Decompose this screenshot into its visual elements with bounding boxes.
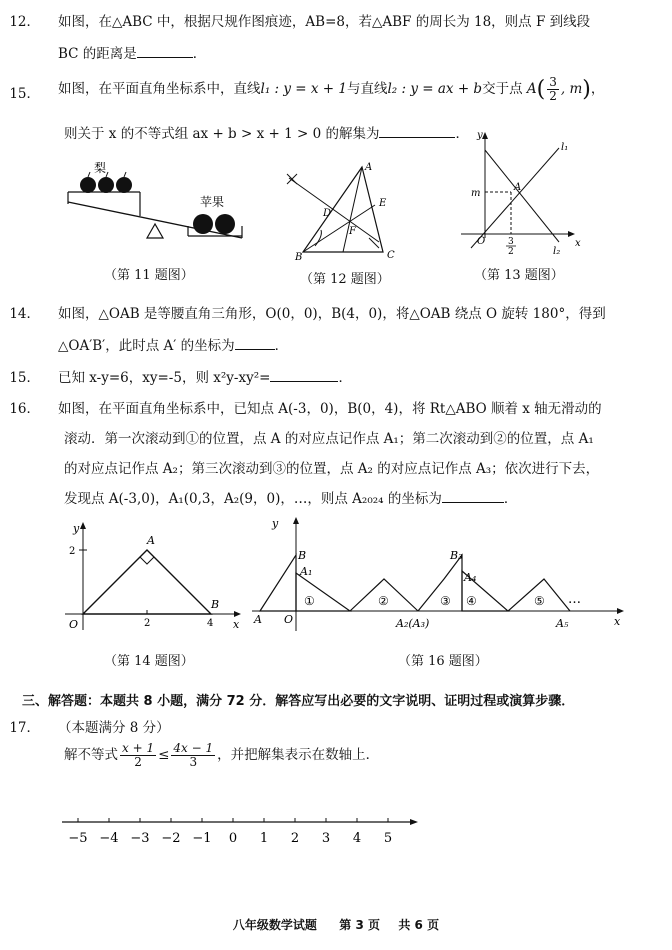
label-C: C [387,250,395,260]
figure-12-triangle [285,160,405,260]
label-three: 3 [508,237,514,247]
label-B: B [298,549,307,562]
label-x: x [233,618,240,631]
tick-2-y: 2 [69,546,76,557]
question-text: 滚动．第一次滚动到①的位置，点 A 的对应点记作点 A₁；第二次滚动到②的位置，点 A₁ [64,431,594,447]
label-l1: l₁ [561,142,569,153]
caption-figure-12: （第 12 题图） [300,272,390,287]
label-x: x [575,238,581,249]
caption-figure-14: （第 14 题图） [104,654,194,669]
label-O: O [477,236,486,247]
question-number: 14． [9,306,40,322]
label-A2A3: A₂(A₃) [396,617,430,630]
question-head: （本题满分 8 分） [58,720,170,736]
answer-blank [442,488,504,503]
label-y: y [272,517,279,530]
number-line-label: 2 [290,831,300,846]
question-text: 则关于 x 的不等式组 ax + b > x + 1 > 0 的解集为 [64,126,380,142]
question-number: 15． [9,370,40,386]
section-3-title: 三、解答题：本题共 8 小题，满分 72 分．解答应写出必要的文字说明、证明过程或演算步骤． [22,694,575,709]
question-text: 如图，在平面直角坐标系中，直线 [58,81,261,98]
number-line-label: −2 [161,831,181,846]
number-line-label: −4 [99,831,119,846]
question-text: 如图，在平面直角坐标系中，已知点 A(-3，0)，B(0，4)，将 Rt△ABO 顺着 x 轴无滑动的 [58,401,602,417]
fraction-rhs: $\frac{4x - 1}{3}$ [173,741,214,770]
number-line-label: −3 [130,831,150,846]
label-A: A [147,534,155,547]
question-text: ，并把解集表示在数轴上． [217,747,380,764]
figure-16-rolling [250,515,635,635]
number-line-label: −1 [192,831,212,846]
question-text: 如图，△OAB 是等腰直角三角形，O(0，0)，B(4，0)，将△OAB 绕点 O 旋转 180°，得到 [58,306,606,322]
label-A4: A₄ [464,571,477,584]
label-x: x [614,615,621,628]
label-A: A [514,182,522,193]
question-text: 与直线 [346,81,388,98]
caption-figure-11: （第 11 题图） [104,268,194,283]
label-y: y [73,522,80,535]
footer [0,916,672,933]
label-F: F [349,226,356,237]
question-text: 的对应点记作点 A₂；第三次滚动到③的位置，点 A₂ 的对应点记作点 A₃；依次进行下去， [64,461,600,477]
question-text: 发现点 A(-3,0)，A₁(0,3，A₂(9，0)，…，则点 A₂₀₂₄ 的坐标为 [64,491,442,507]
label-apple: 苹果 [200,195,225,209]
label-O: O [69,618,79,631]
tick-4-x: 4 [207,618,214,629]
label-O: O [284,613,294,626]
figure-11-scale [60,160,250,255]
label-circle-5: ⑤ [534,594,545,608]
number-line-label: 5 [383,831,393,846]
relation-symbol: ≤ [158,747,170,764]
question-text: 如图，在△ABC 中，根据尺规作图痕迹，AB=8，若△ABF 的周长为 18，则点 F 到线段 [58,14,591,30]
question-text: △OA′B′，此时点 A′ 的坐标为 [58,338,235,354]
tick-2-x: 2 [144,618,151,629]
label-B: B [295,252,303,260]
label-A1: A₁ [300,565,313,578]
label-A: A [365,162,373,173]
question-number: 16． [9,401,40,417]
answer-blank [270,367,338,382]
label-two: 2 [508,247,514,255]
label-A5: A₅ [556,617,569,630]
answer-blank [379,123,455,138]
label-circle-2: ② [378,594,389,608]
question-text: 已知 x-y=6，xy=-5，则 x²y-xy²= [58,370,271,386]
label-dots: … [568,592,581,607]
question-text: BC 的距离是 [58,46,137,62]
label-circle-1: ① [304,594,315,608]
answer-blank [235,335,275,350]
number-line-label: 1 [259,831,269,846]
number-line-label: −5 [68,831,88,846]
label-D: D [323,208,332,219]
figure-13-lines [455,130,585,255]
fraction-3-2: $\frac{3}{2}$ [549,75,557,104]
number-line-label: 3 [321,831,331,846]
label-circle-3: ③ [440,594,451,608]
caption-figure-13: （第 13 题图） [474,268,564,283]
label-A: A [254,613,262,626]
line-l1: l₁ : y = x + 1 [260,81,347,98]
answer-blank [137,43,193,58]
question-number: 15． [9,86,40,102]
number-line-label: 0 [228,831,238,846]
label-m: m [471,188,481,199]
label-E: E [379,198,387,209]
question-text: 解不等式 [64,747,118,764]
label-B3: B₃ [450,549,463,562]
footer-subject: 八年级数学试题 [232,918,317,932]
fraction-lhs: $\frac{x + 1}{2}$ [122,741,155,770]
label-B: B [211,598,220,611]
question-number: 12． [9,14,40,30]
number-line [58,810,428,855]
question-text: 交于点 [482,81,523,98]
figure-14-triangle [55,520,245,635]
point-m: , m [560,81,583,98]
label-y: y [477,130,483,141]
label-pear: 梨 [94,161,107,175]
caption-figure-16: （第 16 题图） [398,654,488,669]
number-line-label: 4 [352,831,362,846]
point-a: A [526,81,537,98]
line-l2: l₂ : y = ax + b [387,81,483,98]
question-number: 17． [9,720,40,736]
footer-total: 共 6 页 [398,918,440,932]
label-circle-4: ④ [466,594,477,608]
footer-page: 第 3 页 [339,918,380,932]
label-l2: l₂ [553,246,561,255]
